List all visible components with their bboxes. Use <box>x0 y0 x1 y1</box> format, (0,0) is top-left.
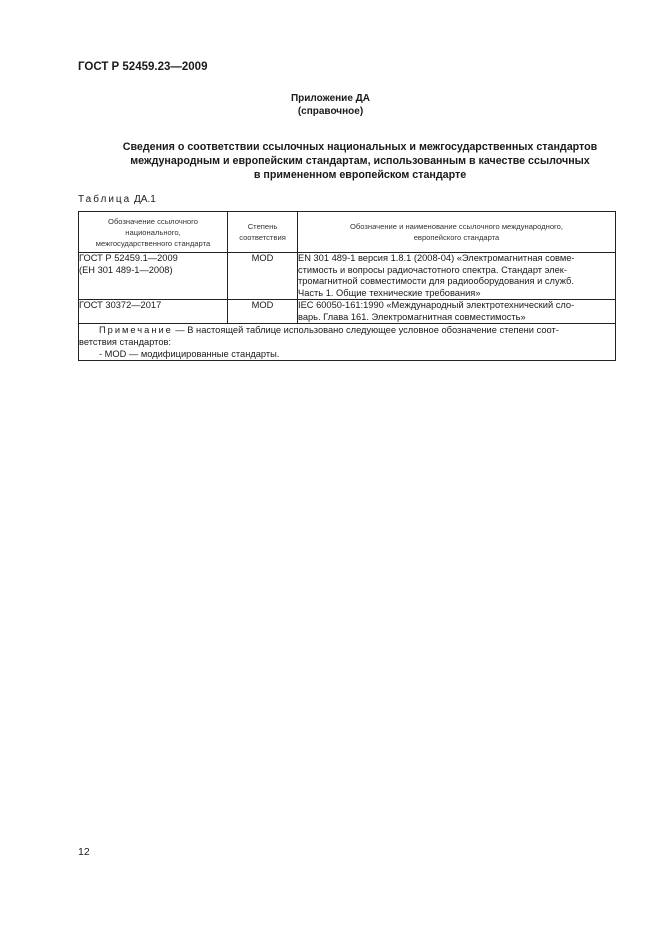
table-label <box>78 194 156 205</box>
cell-line: IEC 60050-161:1990 «Международный электротехнический сло- <box>298 300 575 310</box>
standards-table <box>78 211 616 361</box>
header-line: национального, <box>125 227 181 237</box>
cell-line: тромагнитной совместимости для радиооборудования и служб. <box>298 276 574 286</box>
cell-line: ГОСТ 30372—2017 <box>79 300 162 310</box>
heading-line: международным и европейским стандартам, использованным в качестве ссылочных <box>130 155 590 167</box>
cell-line: Часть 1. Общие технические требования» <box>298 287 481 298</box>
note-first-line <box>79 324 615 336</box>
document-id: ГОСТ Р 52459.23—2009 <box>78 61 208 73</box>
table-note <box>79 324 616 361</box>
note-second-line: ветствия стандартов: <box>79 337 172 347</box>
cell-line: варь. Глава 161. Электромагнитная совместимость» <box>298 311 526 322</box>
header-international-standard <box>298 212 616 253</box>
degree-cell: MOD <box>228 253 298 300</box>
appendix-title: Приложение ДА <box>290 93 371 104</box>
table-row <box>79 300 616 324</box>
note-item: - MOD — модифицированные стандарты. <box>99 349 280 359</box>
header-degree <box>228 212 298 253</box>
national-standard-cell <box>79 253 228 300</box>
table-note-row <box>79 324 616 361</box>
appendix-subtitle: (справочное) <box>297 106 364 117</box>
degree-cell: MOD <box>228 300 298 324</box>
page-number: 12 <box>78 846 90 858</box>
header-line: межгосударственного стандарта <box>95 238 211 248</box>
cell-line: стимость и вопросы радиочастотного спектра. Стандарт элек- <box>298 264 567 275</box>
heading-line: Сведения о соответствии ссылочных национальных и межгосударственных стандартов <box>122 141 598 153</box>
section-heading <box>60 140 660 182</box>
table-header-row <box>79 212 616 253</box>
table-row <box>79 253 616 300</box>
note-label: Примечание <box>99 325 173 335</box>
header-line: Степень <box>247 222 278 231</box>
international-standard-cell <box>298 300 616 324</box>
header-national-standard <box>79 212 228 253</box>
cell-line: (ЕН 301 489-1—2008) <box>79 264 173 275</box>
header-line: европейского стандарта <box>413 233 500 242</box>
cell-line: ГОСТ Р 52459.1—2009 <box>79 253 178 263</box>
table-label-word: Таблица <box>78 194 132 205</box>
header-line: Обозначение ссылочного <box>108 216 198 226</box>
header-line: соответствия <box>239 233 286 242</box>
header-line: Обозначение и наименование ссылочного международного, <box>350 222 563 231</box>
table-label-number: ДА.1 <box>134 194 156 205</box>
cell-line: EN 301 489-1 версия 1.8.1 (2008-04) «Электромагнитная совме- <box>298 253 575 263</box>
international-standard-cell <box>298 253 616 300</box>
national-standard-cell <box>79 300 228 324</box>
note-text: — В настоящей таблице использовано следующее условное обозначение степени соот- <box>172 325 559 335</box>
heading-line: в примененном европейском стандарте <box>253 169 467 181</box>
